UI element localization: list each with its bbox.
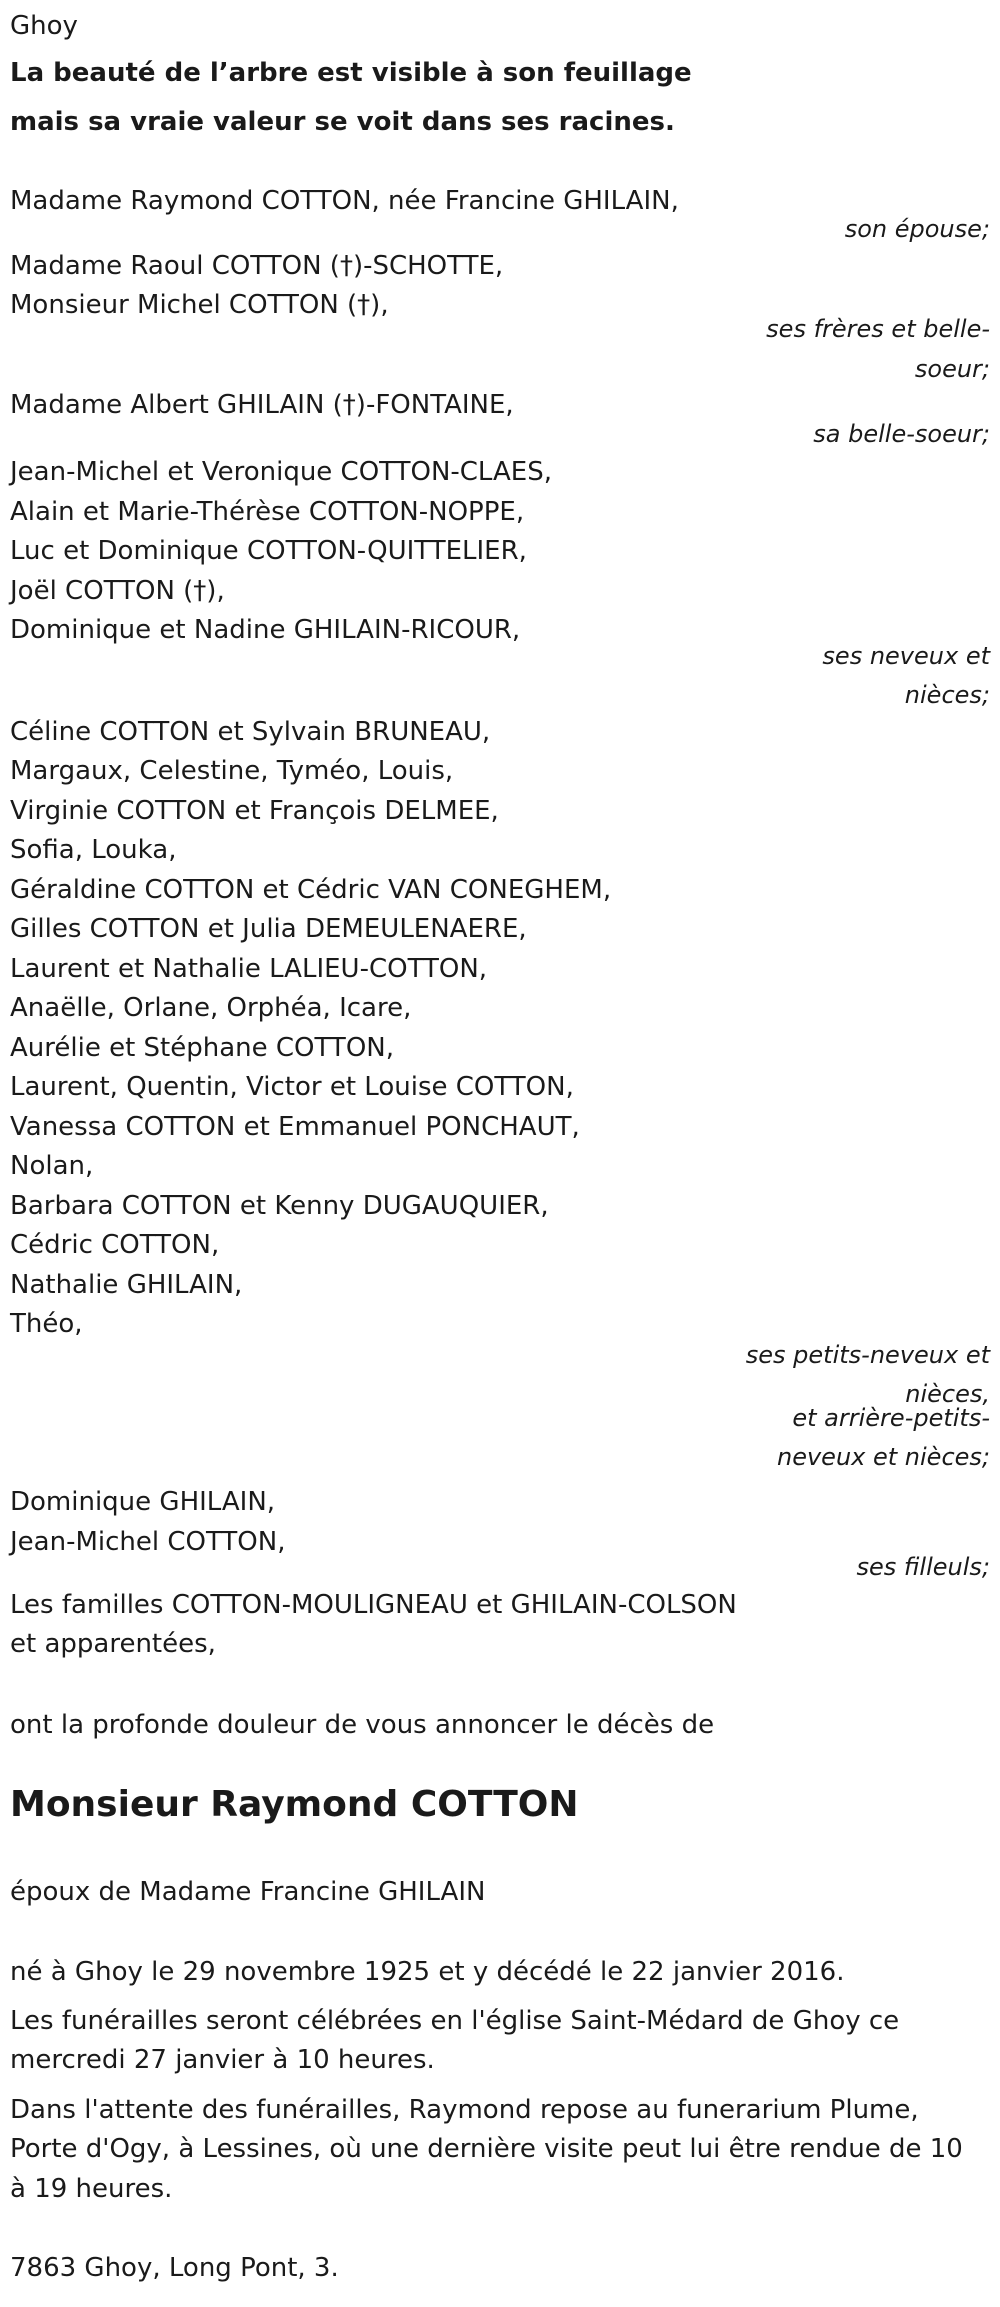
place-heading: Ghoy <box>10 11 78 41</box>
grand-nephew-name: Anaëlle, Orlane, Orphéa, Icare, <box>10 993 412 1023</box>
families-line: et apparentées, <box>10 1629 216 1659</box>
grand-nephew-name: Nolan, <box>10 1151 94 1181</box>
nephew-name: Jean-Michel et Veronique COTTON-CLAES, <box>10 457 553 487</box>
nephews-relation: nièces; <box>904 681 990 709</box>
address: 7863 Ghoy, Long Pont, 3. <box>10 2253 339 2283</box>
sibling-name: Monsieur Michel COTTON (†), <box>10 290 389 320</box>
nephew-name: Joël COTTON (†), <box>10 576 225 606</box>
sibling-name: Madame Raoul COTTON (†)-SCHOTTE, <box>10 251 504 281</box>
grand-nephew-name: Gilles COTTON et Julia DEMEULENAERE, <box>10 914 527 944</box>
visitation-line: Porte d'Ogy, à Lessines, où une dernière visite peut lui être rendue de 10 <box>10 2134 963 2164</box>
quote-line-2: mais sa vraie valeur se voit dans ses racines. <box>10 107 675 137</box>
grand-nephews-relation: neveux et nièces; <box>777 1443 990 1471</box>
grand-nephews-relation: et arrière-petits- <box>792 1404 990 1432</box>
birth-death-line: né à Ghoy le 29 novembre 1925 et y décédé le 22 janvier 2016. <box>10 1957 845 1987</box>
godchild-name: Dominique GHILAIN, <box>10 1487 276 1517</box>
grand-nephew-name: Aurélie et Stéphane COTTON, <box>10 1033 394 1063</box>
spouse-relation: son épouse; <box>844 215 990 243</box>
siblings-relation: soeur; <box>914 355 990 383</box>
grand-nephews-relation: nièces, <box>905 1380 990 1408</box>
sister-in-law-name: Madame Albert GHILAIN (†)-FONTAINE, <box>10 390 514 420</box>
deceased-name: Monsieur Raymond COTTON <box>10 1784 579 1825</box>
nephew-name: Dominique et Nadine GHILAIN-RICOUR, <box>10 615 521 645</box>
grand-nephew-name: Théo, <box>10 1309 83 1339</box>
godchild-name: Jean-Michel COTTON, <box>10 1527 286 1557</box>
grand-nephew-name: Sofia, Louka, <box>10 835 177 865</box>
nephew-name: Luc et Dominique COTTON-QUITTELIER, <box>10 536 527 566</box>
funeral-line: mercredi 27 janvier à 10 heures. <box>10 2045 435 2075</box>
nephew-name: Alain et Marie-Thérèse COTTON-NOPPE, <box>10 497 525 527</box>
spouse-name: Madame Raymond COTTON, née Francine GHILAIN, <box>10 186 679 216</box>
grand-nephew-name: Virginie COTTON et François DELMEE, <box>10 796 499 826</box>
siblings-relation: ses frères et belle- <box>766 315 990 343</box>
grand-nephew-name: Barbara COTTON et Kenny DUGAUQUIER, <box>10 1191 549 1221</box>
grand-nephew-name: Vanessa COTTON et Emmanuel PONCHAUT, <box>10 1112 580 1142</box>
grand-nephew-name: Laurent, Quentin, Victor et Louise COTTON, <box>10 1072 574 1102</box>
announcement: ont la profonde douleur de vous annoncer le décès de <box>10 1710 715 1740</box>
godchildren-relation: ses filleuls; <box>856 1553 990 1581</box>
spouse-line: époux de Madame Francine GHILAIN <box>10 1877 486 1907</box>
visitation-line: Dans l'attente des funérailles, Raymond repose au funerarium Plume, <box>10 2095 919 2125</box>
grand-nephew-name: Nathalie GHILAIN, <box>10 1270 243 1300</box>
visitation-line: à 19 heures. <box>10 2174 173 2204</box>
sister-in-law-relation: sa belle-soeur; <box>813 420 990 448</box>
grand-nephews-relation: ses petits-neveux et <box>745 1341 990 1369</box>
grand-nephew-name: Géraldine COTTON et Cédric VAN CONEGHEM, <box>10 875 612 905</box>
nephews-relation: ses neveux et <box>822 642 990 670</box>
grand-nephew-name: Laurent et Nathalie LALIEU-COTTON, <box>10 954 488 984</box>
quote-line-1: La beauté de l’arbre est visible à son feuillage <box>10 58 692 88</box>
grand-nephew-name: Margaux, Celestine, Tyméo, Louis, <box>10 756 454 786</box>
grand-nephew-name: Cédric COTTON, <box>10 1230 220 1260</box>
funeral-line: Les funérailles seront célébrées en l'église Saint-Médard de Ghoy ce <box>10 2006 900 2036</box>
families-line: Les familles COTTON-MOULIGNEAU et GHILAIN-COLSON <box>10 1590 737 1620</box>
grand-nephew-name: Céline COTTON et Sylvain BRUNEAU, <box>10 717 491 747</box>
